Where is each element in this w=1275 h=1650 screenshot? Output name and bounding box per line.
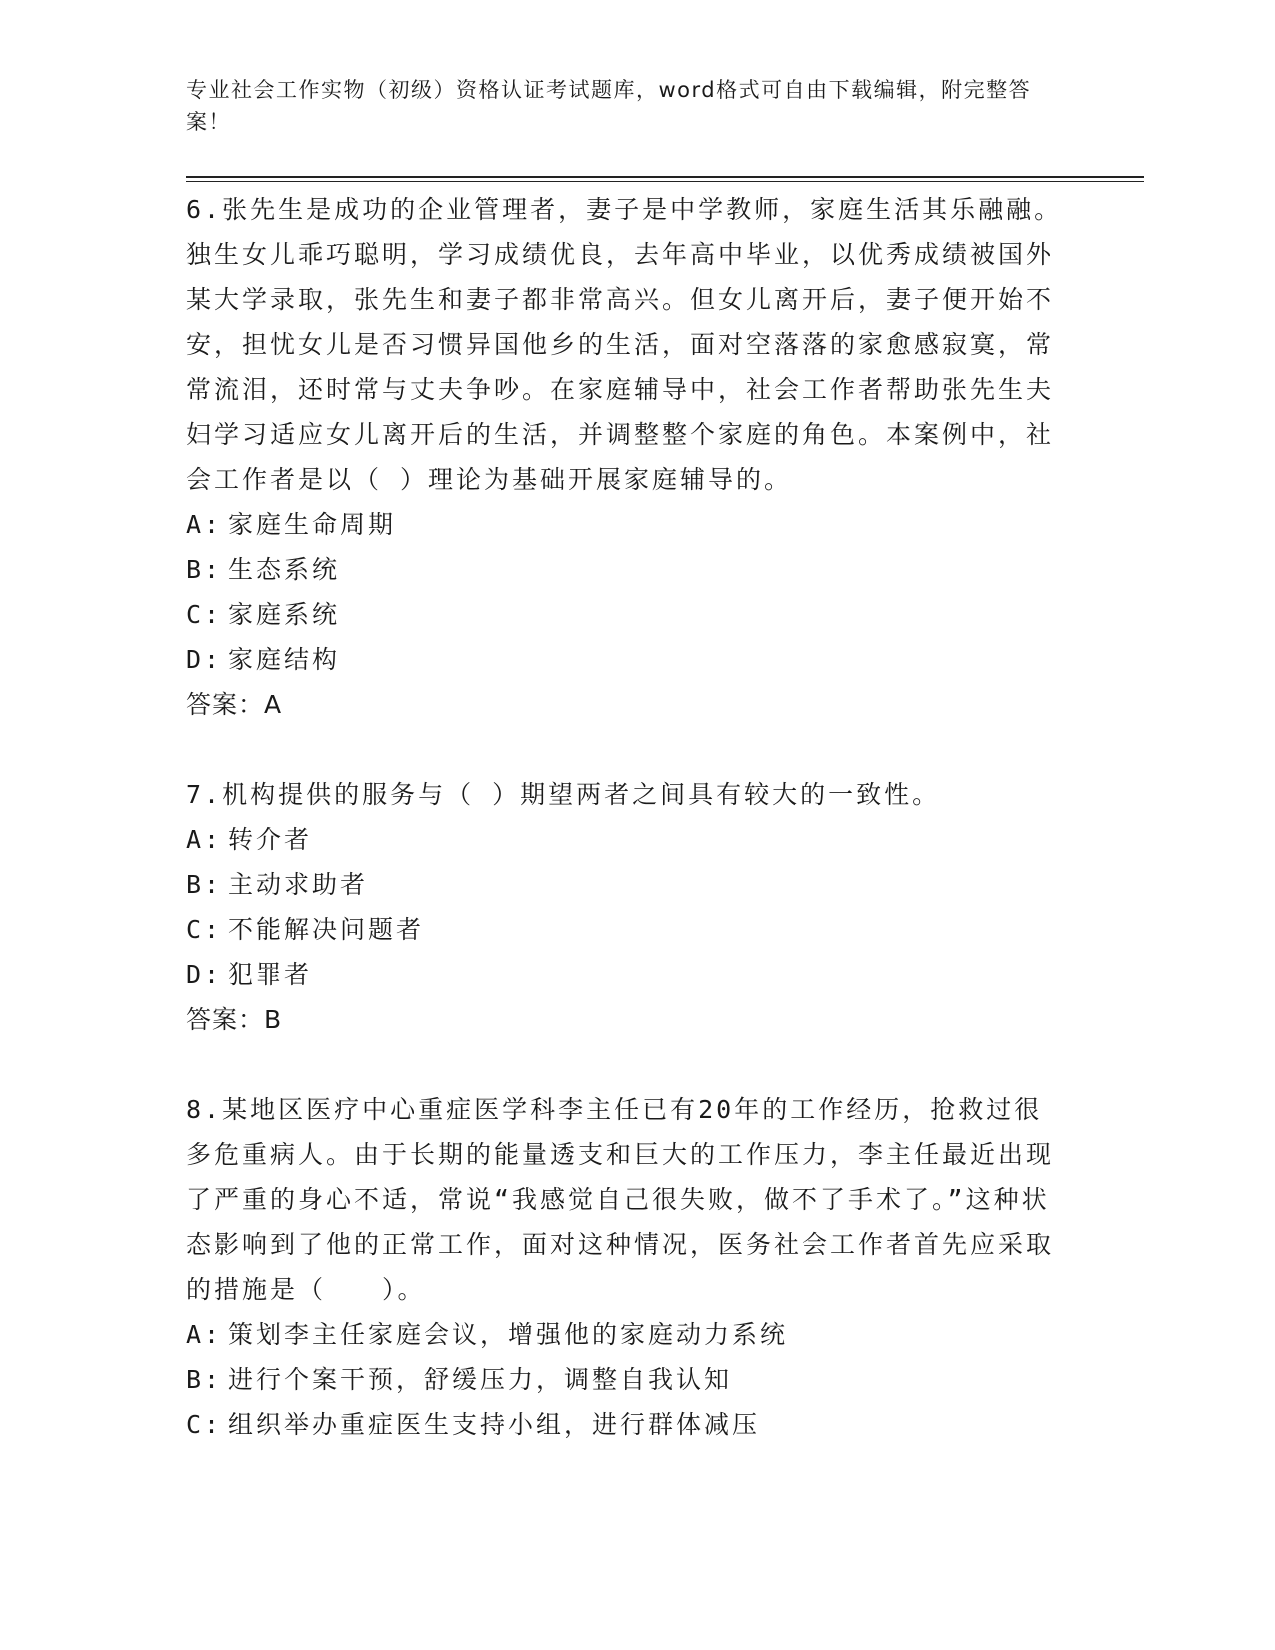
header-rule-thick	[186, 176, 1144, 178]
answer-line: 答案：B	[186, 1005, 283, 1034]
option-label: C:	[186, 915, 223, 944]
option-a	[186, 817, 1086, 862]
option-label: C:	[186, 600, 223, 629]
option-text: 家庭生命周期	[228, 510, 397, 539]
option-label: A:	[186, 1320, 223, 1349]
option-text: 家庭结构	[228, 645, 341, 674]
spacer	[186, 727, 1086, 772]
option-text: 策划李主任家庭会议，增强他的家庭动力系统	[228, 1320, 789, 1349]
option-b	[186, 547, 1086, 592]
option-b	[186, 862, 1086, 907]
option-c	[186, 592, 1086, 637]
option-c	[186, 1402, 1086, 1447]
document-header: 专业社会工作实物（初级）资格认证考试题库，word格式可自由下载编辑，附完整答案！	[186, 78, 1032, 134]
option-d	[186, 952, 1086, 997]
option-c	[186, 907, 1086, 952]
option-label: B:	[186, 870, 223, 899]
option-text: 主动求助者	[228, 870, 369, 899]
answer-line: 答案：A	[186, 690, 283, 719]
option-label: A:	[186, 510, 223, 539]
option-label: C:	[186, 1410, 223, 1439]
question-8	[186, 1087, 1086, 1447]
option-text: 犯罪者	[228, 960, 313, 989]
option-b	[186, 1357, 1086, 1402]
option-text: 生态系统	[228, 555, 341, 584]
option-a	[186, 1312, 1086, 1357]
question-7	[186, 772, 1086, 1042]
option-label: B:	[186, 1365, 223, 1394]
question-stem: 6.张先生是成功的企业管理者，妻子是中学教师，家庭生活其乐融融。独生女儿乖巧聪明，学习成绩优良，去年高中毕业，以优秀成绩被国外某大学录取，张先生和妻子都非常高兴。但女儿离开后，妻子便开始不安，担忧女儿是否习惯异国他乡的生活，面对空落落的家愈感寂寞，常常流泪，还时常与丈夫争吵。在家庭辅导中，社会工作者帮助张先生夫妇学习适应女儿离开后的生活，并调整整个家庭的角色。本案例中，社会工作者是以（ ）理论为基础开展家庭辅导的。	[186, 195, 1063, 494]
option-label: D:	[186, 645, 223, 674]
option-text: 进行个案干预，舒缓压力，调整自我认知	[228, 1365, 733, 1394]
option-a	[186, 502, 1086, 547]
question-list	[186, 187, 1086, 1447]
option-label: D:	[186, 960, 223, 989]
option-text: 家庭系统	[228, 600, 341, 629]
question-stem: 7.机构提供的服务与（ ）期望两者之间具有较大的一致性。	[186, 780, 941, 809]
option-label: A:	[186, 825, 223, 854]
option-text: 组织举办重症医生支持小组，进行群体减压	[228, 1410, 761, 1439]
header-rule-thin	[186, 181, 1144, 182]
spacer	[186, 1042, 1086, 1087]
option-text: 转介者	[228, 825, 313, 854]
question-stem: 8.某地区医疗中心重症医学科李主任已有20年的工作经历，抢救过很多危重病人。由于长期的能量透支和巨大的工作压力，李主任最近出现了严重的身心不适，常说“我感觉自己很失败，做不了手术了。”这种状态影响到了他的正常工作，面对这种情况，医务社会工作者首先应采取的措施是（ ）。	[186, 1095, 1055, 1304]
option-d	[186, 637, 1086, 682]
option-label: B:	[186, 555, 223, 584]
question-6	[186, 187, 1086, 727]
option-text: 不能解决问题者	[228, 915, 425, 944]
